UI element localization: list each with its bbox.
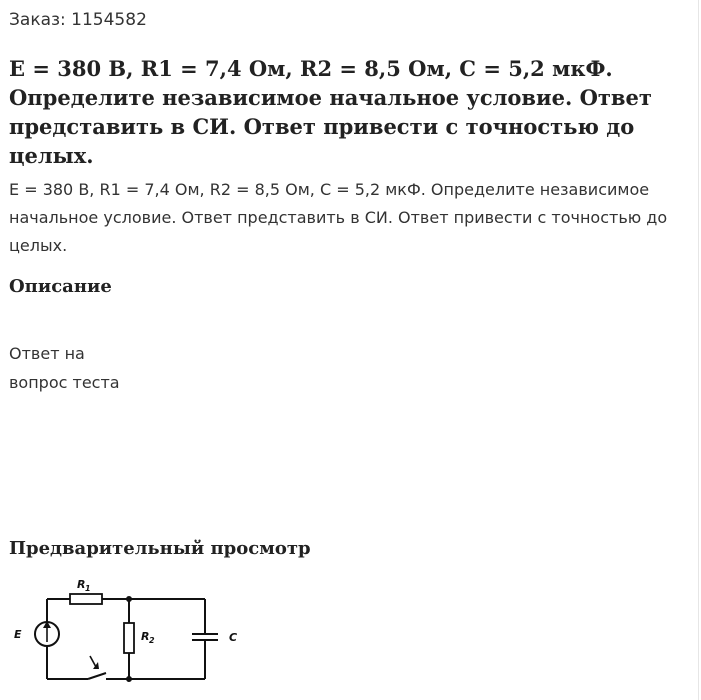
switch-icon	[88, 656, 106, 679]
label-r1-sub: 1	[85, 584, 91, 593]
description-heading: Описание	[9, 276, 112, 297]
task-title: E = 380 В, R1 = 7,4 Ом, R2 = 8,5 Ом, C = 5,2 мкФ. Определите независимое начальное условие. Ответ представить в СИ. Ответ привести с точностью до целых.	[9, 56, 652, 168]
node-dot	[126, 676, 132, 682]
order-number: Заказ: 1154582	[9, 10, 147, 30]
circuit-diagram-preview[interactable]	[0, 570, 260, 700]
label-r2-sub: 2	[149, 636, 155, 645]
capacitor-icon	[192, 634, 218, 640]
label-r1: R	[77, 578, 86, 591]
description-text	[9, 339, 120, 397]
preview-heading: Предварительный просмотр	[9, 538, 311, 559]
resistor-r1-icon	[70, 594, 102, 604]
voltage-source-icon	[35, 621, 59, 646]
label-e: E	[14, 628, 22, 641]
description-line: вопрос теста	[9, 373, 120, 392]
resistor-r2-icon	[124, 623, 134, 653]
node-dot	[126, 596, 132, 602]
task-text: E = 380 В, R1 = 7,4 Ом, R2 = 8,5 Ом, C = 5,2 мкФ. Определите независимое начальное условие. Ответ представить в СИ. Ответ привести с точностью до целых.	[9, 180, 668, 255]
label-c: C	[229, 631, 238, 644]
label-r2: R	[141, 630, 150, 643]
description-line: Ответ на	[9, 344, 85, 363]
